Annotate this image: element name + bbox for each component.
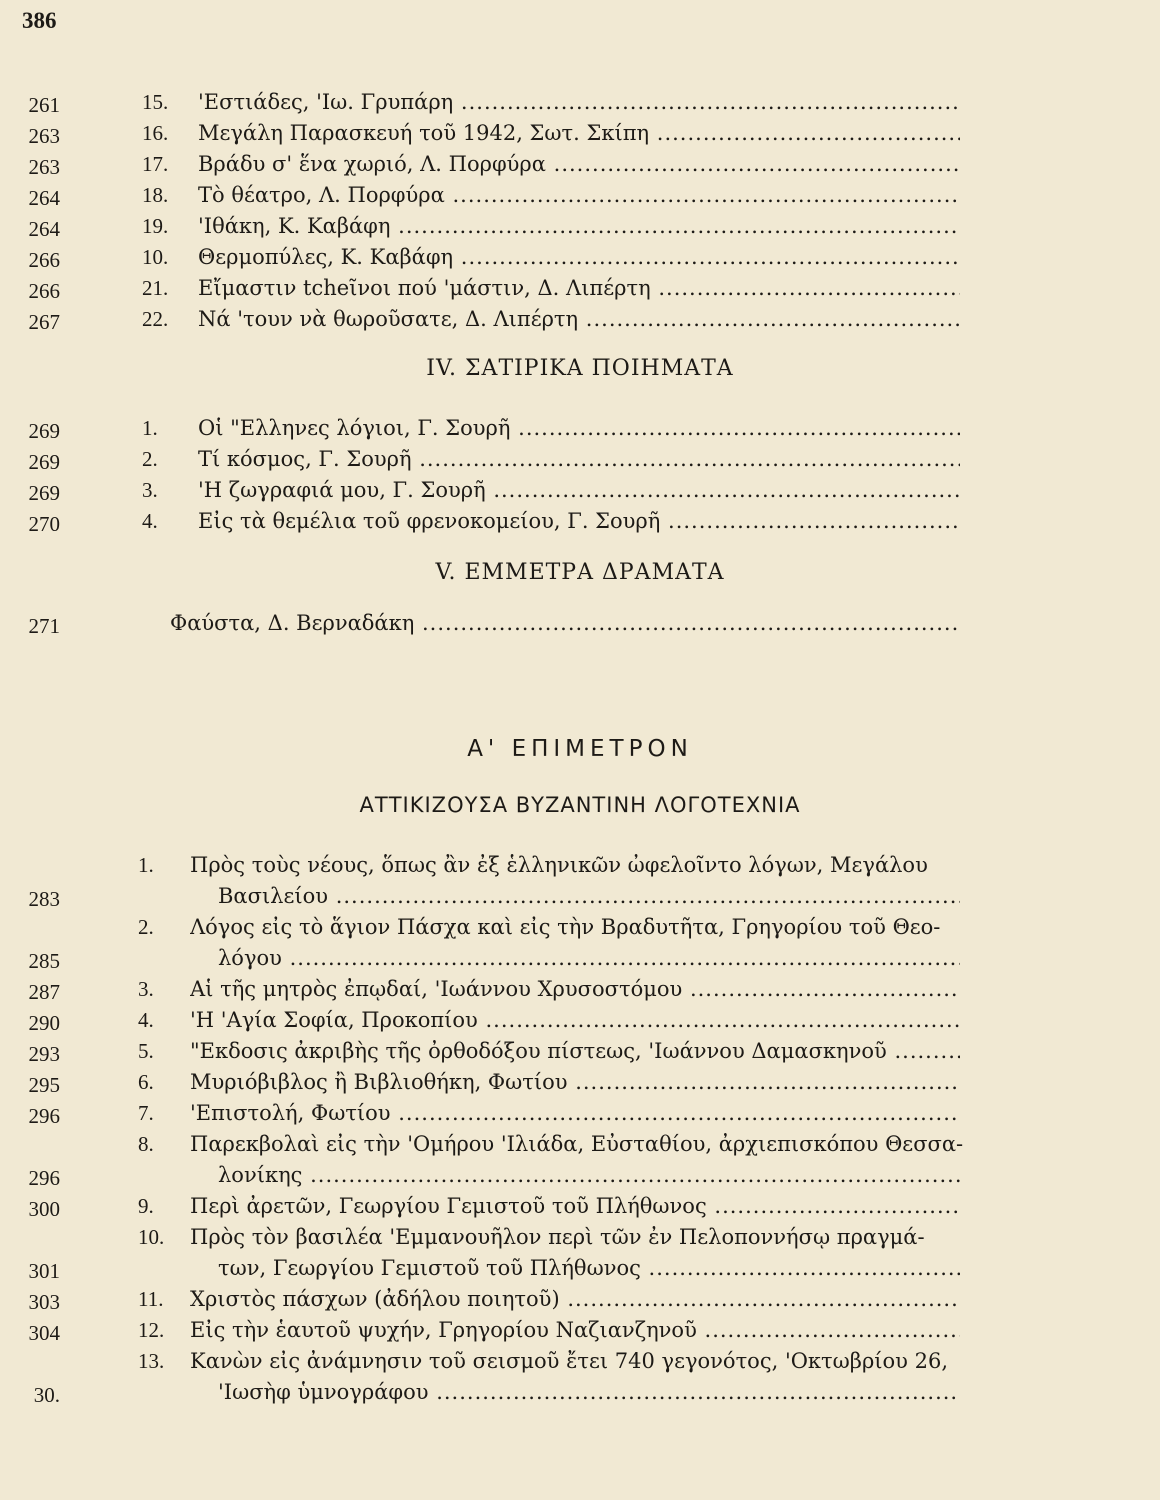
entry-title-line2: των, Γεωργίου Γεμιστοῦ τοῦ Πλήθωνος: [218, 1256, 641, 1280]
entry-number: 19.: [142, 214, 169, 238]
toc-entry: [0, 242, 1160, 273]
toc-entry: [0, 211, 1160, 242]
entry-title: Θερμοπύλες, Κ. Καβάφη: [198, 245, 454, 269]
entry-title: 'Ιθάκη, Κ. Καβάφη: [198, 214, 391, 238]
entry-page: 295: [28, 1073, 60, 1097]
entry-title: Μεγάλη Παρασκευή τοῦ 1942, Σωτ. Σκίπη: [198, 121, 650, 145]
entry-number: 10.: [142, 245, 169, 269]
toc-entry: [0, 1346, 1160, 1408]
toc-entry: [0, 273, 1160, 304]
entry-number: 22.: [142, 307, 169, 331]
appendix-heading: Α' ΕΠΙΜΕΤΡΟΝ: [467, 736, 693, 762]
entry-title: Νά 'τουν νὰ θωροῦσατε, Δ. Λιπέρτη: [198, 307, 579, 331]
entry-number: 15.: [142, 90, 169, 114]
entry-title: Τί κόσμος, Γ. Σουρῆ: [198, 447, 412, 471]
toc-entry: [0, 850, 1160, 912]
toc-entry: [0, 1036, 1160, 1067]
entry-number: 2.: [142, 447, 158, 471]
toc-entry: [0, 413, 1160, 444]
entry-title: 'Η 'Αγία Σοφία, Προκοπίου: [190, 1008, 478, 1032]
entry-title-line2: λόγου: [218, 946, 282, 970]
entry-page: 300: [28, 1197, 60, 1221]
toc-entry: [0, 304, 1160, 335]
entry-number: 3.: [142, 478, 158, 502]
entry-number: 16.: [142, 121, 169, 145]
entry-page: 261: [28, 93, 60, 117]
toc-entry: [0, 1222, 1160, 1284]
entry-page: 30.: [33, 1383, 60, 1407]
entry-title: Βράδυ σ' ἕνα χωριό, Λ. Πορφύρα: [198, 152, 546, 176]
entry-title-line2: Βασιλείου: [218, 884, 329, 908]
entry-page: 287: [28, 980, 60, 1004]
toc-entry: [0, 1005, 1160, 1036]
section3-list: [0, 87, 1160, 335]
entry-page: 269: [28, 450, 60, 474]
entry-title-line2: 'Ιωσὴφ ὑμνογράφου: [218, 1380, 429, 1404]
toc-entry: [0, 1129, 1160, 1191]
entry-page: 303: [28, 1290, 60, 1314]
entry-title-line1: Λόγος εἰς τὸ ἅγιον Πάσχα καὶ εἰς τὴν Βραδυτῆτα, Γρηγορίου τοῦ Θεο-: [190, 915, 941, 939]
entry-number: 5.: [138, 1039, 154, 1063]
entry-page: 269: [28, 481, 60, 505]
entry-number: 4.: [138, 1008, 154, 1032]
entry-title-line1: Πρὸς τὸν βασιλέα 'Εμμανουῆλον περὶ τῶν ἐν Πελοποννήσῳ πραγμά-: [190, 1225, 925, 1249]
entry-page: 264: [28, 186, 60, 210]
entry-title: Τὸ θέατρο, Λ. Πορφύρα: [198, 183, 445, 207]
entry-page: 296: [28, 1166, 60, 1190]
entry-page: 266: [28, 279, 60, 303]
toc-entry: [0, 506, 1160, 537]
entry-title: Εἴμαστιν tcheῖνοι πού 'μάστιν, Δ. Λιπέρτη: [198, 276, 651, 300]
entry-number: 4.: [142, 509, 158, 533]
entry-title: 'Επιστολή, Φωτίου: [190, 1101, 391, 1125]
entry-title-line1: Κανὼν εἰς ἀνάμνησιν τοῦ σεισμοῦ ἔτει 740 γεγονότος, 'Οκτωβρίου 26,: [190, 1349, 948, 1373]
entry-page: 293: [28, 1042, 60, 1066]
toc-entry: [0, 974, 1160, 1005]
appendix-subheading: ΑΤΤΙΚΙΖΟΥΣΑ ΒΥΖΑΝΤΙΝΗ ΛΟΓΟΤΕΧΝΙΑ: [359, 793, 801, 817]
entry-title: Χριστὸς πάσχων (ἀδήλου ποιητοῦ): [190, 1287, 560, 1311]
toc-entry: [0, 1067, 1160, 1098]
toc-entry: [0, 608, 1160, 639]
entry-number: 6.: [138, 1070, 154, 1094]
toc-entry: [0, 118, 1160, 149]
entry-page: 263: [28, 155, 60, 179]
entry-number: 12.: [138, 1318, 165, 1342]
entry-title: Περὶ ἀρετῶν, Γεωργίου Γεμιστοῦ τοῦ Πλήθωνος: [190, 1194, 707, 1218]
entry-page: 269: [28, 419, 60, 443]
section4-heading: IV. ΣΑΤΙΡΙΚΑ ΠΟΙΗΜΑΤΑ: [426, 356, 734, 381]
entry-title: Φαύστα, Δ. Βερναδάκη: [170, 611, 415, 635]
entry-title: 'Εστιάδες, 'Ιω. Γρυπάρη: [198, 90, 454, 114]
section4-list: [0, 413, 1160, 537]
entry-number: 3.: [138, 977, 154, 1001]
entry-page: 304: [28, 1321, 60, 1345]
entry-page: 270: [28, 512, 60, 536]
entry-title: Εἰς τὴν ἑαυτοῦ ψυχήν, Γρηγορίου Ναζιανζηνοῦ: [190, 1318, 697, 1342]
toc-entry: [0, 1191, 1160, 1222]
entry-page: 290: [28, 1011, 60, 1035]
entry-number: 18.: [142, 183, 169, 207]
entry-title-line1: Πρὸς τοὺς νέους, ὅπως ἂν ἐξ ἑλληνικῶν ὠφελοῖντο λόγων, Μεγάλου: [190, 853, 928, 877]
entry-title: "Εκδοσις ἀκριβὴς τῆς ὀρθοδόξου πίστεως, 'Ιωάννου Δαμασκηνοῦ: [190, 1039, 887, 1063]
entry-number: 1.: [142, 416, 158, 440]
entry-page: 264: [28, 217, 60, 241]
entry-number: 10.: [138, 1225, 165, 1249]
entry-number: 1.: [138, 853, 154, 877]
section5-heading: V. ΕΜΜΕΤΡΑ ΔΡΑΜΑΤΑ: [435, 560, 725, 585]
entry-page: 283: [28, 887, 60, 911]
section5-list: [0, 608, 1160, 639]
entry-page: 296: [28, 1104, 60, 1128]
page-number: 386: [22, 8, 57, 33]
toc-entry: [0, 149, 1160, 180]
toc-entry: [0, 1284, 1160, 1315]
entry-page: 301: [28, 1259, 60, 1283]
toc-entry: [0, 1315, 1160, 1346]
entry-page: 263: [28, 124, 60, 148]
entry-page: 266: [28, 248, 60, 272]
toc-entry: [0, 444, 1160, 475]
entry-number: 7.: [138, 1101, 154, 1125]
toc-entry: [0, 1098, 1160, 1129]
entry-number: 11.: [138, 1287, 164, 1311]
entry-number: 21.: [142, 276, 169, 300]
entry-title: Μυριόβιβλος ἢ Βιβλιοθήκη, Φωτίου: [190, 1070, 568, 1094]
entry-page: 285: [28, 949, 60, 973]
entry-title: Εἰς τὰ θεμέλια τοῦ φρενοκομείου, Γ. Σουρῆ: [198, 509, 661, 533]
entry-number: 9.: [138, 1194, 154, 1218]
toc-entry: [0, 912, 1160, 974]
entry-number: 13.: [138, 1349, 165, 1373]
entry-page: 271: [28, 614, 60, 638]
entry-number: 8.: [138, 1132, 154, 1156]
entry-title: Αἱ τῆς μητρὸς ἐπῳδαί, 'Ιωάννου Χρυσοστόμου: [190, 977, 683, 1001]
entry-title: Οἱ "Ελληνες λόγιοι, Γ. Σουρῆ: [198, 416, 511, 440]
entry-number: 2.: [138, 915, 154, 939]
entry-title-line2: λονίκης: [218, 1163, 303, 1187]
toc-entry: [0, 180, 1160, 211]
entry-title-line1: Παρεκβολαὶ εἰς τὴν 'Ομήρου 'Ιλιάδα, Εὐσταθίου, ἀρχιεπισκόπου Θεσσα-: [190, 1132, 964, 1156]
entry-page: 267: [28, 310, 60, 334]
toc-entry: [0, 475, 1160, 506]
entry-number: 17.: [142, 152, 169, 176]
toc-entry: [0, 87, 1160, 118]
entry-title: 'Η ζωγραφιά μου, Γ. Σουρῆ: [198, 478, 486, 502]
appendix-list: [0, 850, 1160, 1408]
